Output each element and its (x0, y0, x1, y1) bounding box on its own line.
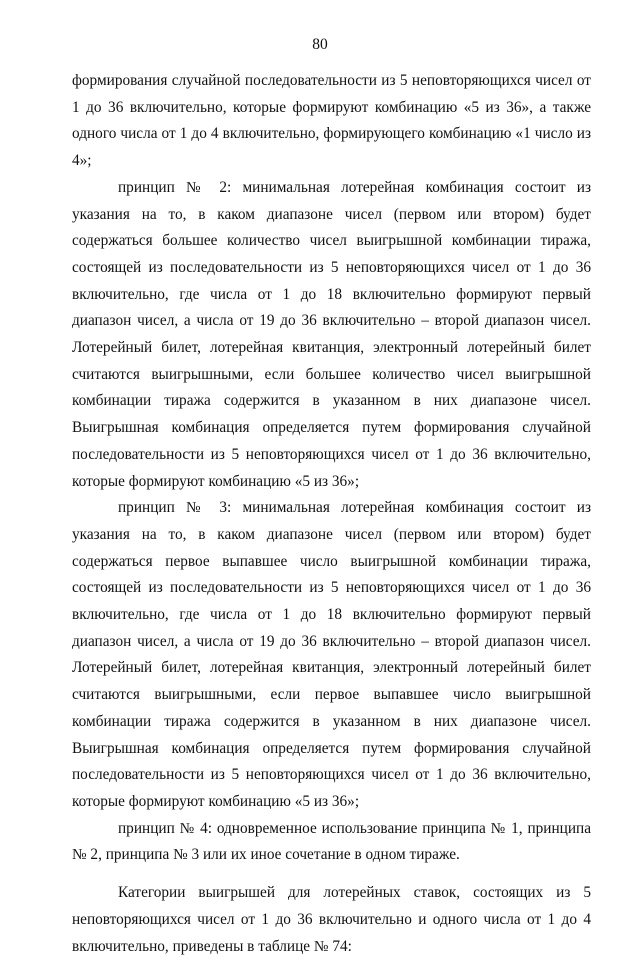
paragraph-continuation: формирования случайной последовательности из 5 неповторяющихся чисел от 1 до 36 включительно, которые формируют комбинацию «5 из 36», а также одного числа от 1 до 4 включительно, формирующего комбинацию «1 число из 4»; (72, 72, 591, 170)
paragraph-principle-4: принцип № 4: одновременное использование принципа № 1, принципа № 2, принципа № 3 или их иное сочетание в одном тираже. (72, 819, 591, 864)
paragraph-principle-2: принцип № 2: минимальная лотерейная комбинация состоит из указания на то, в каком диапазоне чисел (первом или втором) будет содержаться большее количество чисел выигрышной комбинации тиража, состоящей из последовательности из 5 неповторяющихся чисел от 1 до 36 включительно, где числа от 1 до 18 включительно формируют первый диапазон чисел, а числа от 19 до 36 включительно – второй диапазон чисел. Лотерейный билет, лотерейная квитанция, электронный лотерейный билет считаются выигрышными, если большее количество чисел выигрышной комбинации тиража содержится в указанном в них диапазоне чисел. Выигрышная комбинация определяется путем формирования случайной последовательности из 5 неповторяющихся чисел от 1 до 36 включительно, которые формируют комбинацию «5 из 36»; (72, 178, 591, 490)
paragraph-prize-categories: Категории выигрышей для лотерейных ставок, состоящих из 5 неповторяющихся чисел от 1 до 36 включительно и одного числа от 1 до 4 включительно, приведены в таблице № 74: (72, 884, 591, 955)
page-number: 80 (312, 36, 328, 53)
paragraph-principle-3: принцип № 3: минимальная лотерейная комбинация состоит из указания на то, в каком диапазоне чисел (первом или втором) будет содержаться первое выпавшее число выигрышной комбинации тиража, состоящей из последовательности из 5 неповторяющихся чисел от 1 до 36 включительно, где числа от 1 до 18 включительно формируют первый диапазон чисел, а числа от 19 до 36 включительно – второй диапазон чисел. Лотерейный билет, лотерейная квитанция, электронный лотерейный билет считаются выигрышными, если первое выпавшее число выигрышной комбинации тиража содержится в указанном в них диапазоне чисел. Выигрышная комбинация определяется путем формирования случайной последовательности из 5 неповторяющихся чисел от 1 до 36 включительно, которые формируют комбинацию «5 из 36»; (72, 499, 591, 810)
body-text (72, 68, 591, 960)
